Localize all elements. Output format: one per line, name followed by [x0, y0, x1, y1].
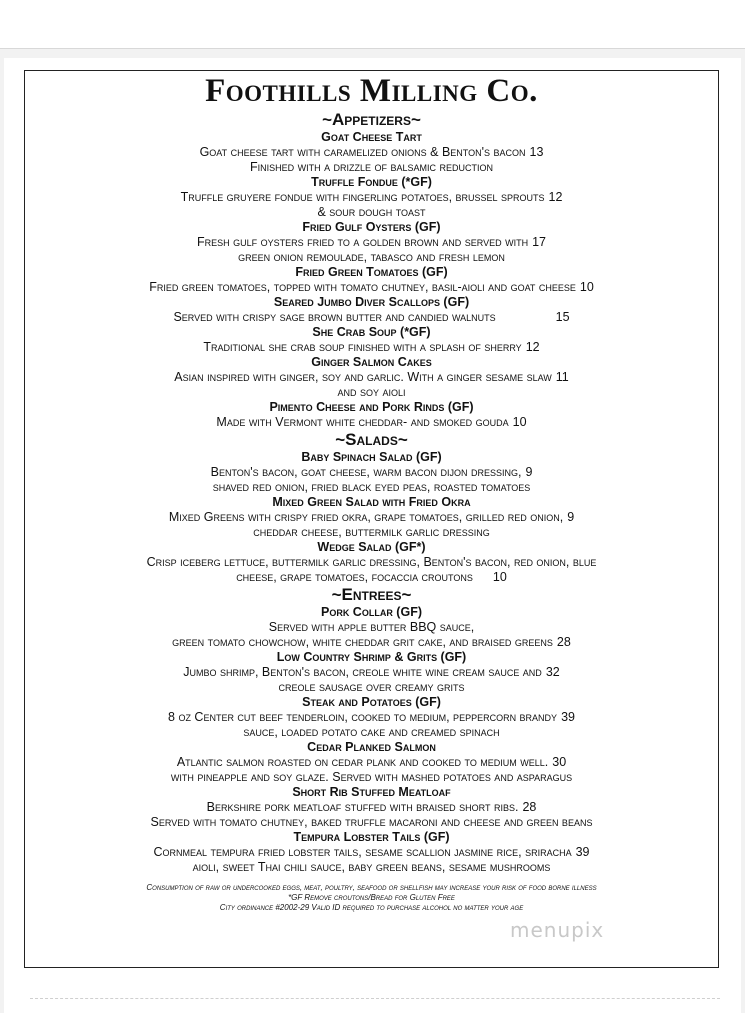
item-description: Fresh gulf oysters fried to a golden brown and served with 17 [197, 235, 546, 249]
item-description: Finished with a drizzle of balsamic reduction [250, 160, 493, 174]
item-price: 32 [545, 665, 560, 679]
item-description: Truffle gruyere fondue with fingerling potatoes, brussel sprouts 12 [180, 190, 563, 204]
item-description: and soy aioli [337, 385, 406, 399]
item-price: 11 [555, 370, 569, 384]
item-description: with pineapple and soy glaze. Served with mashed potatoes and asparagus [170, 770, 573, 784]
item-price: 10 [512, 415, 527, 429]
item-name: Goat Cheese Tart [321, 130, 422, 144]
item-name: Fried Gulf Oysters (GF) [302, 220, 441, 234]
item-description: cheddar cheese, buttermilk garlic dressing [253, 525, 490, 539]
item-name: Pork Collar (GF) [321, 605, 422, 619]
item-name: Low Country Shrimp & Grits (GF) [276, 650, 467, 664]
item-description: Traditional she crab soup finished with a splash of sherry 12 [203, 340, 540, 354]
item-description: Cornmeal tempura fried lobster tails, sesame scallion jasmine rice, sriracha 39 [153, 845, 590, 859]
item-name: Mixed Green Salad with Fried Okra [272, 495, 471, 509]
item-description: Served with crispy sage brown butter and candied walnuts 15 [173, 310, 570, 324]
footnote-consumption-warning: Consumption of raw or undercooked eggs, meat, poultry, seafood or shellfish may increase your risk of food borne illness [146, 883, 597, 892]
item-price: 28 [556, 635, 571, 649]
item-description: Atlantic salmon roasted on cedar plank and cooked to medium well. 30 [176, 755, 567, 769]
item-description: Benton's bacon, goat cheese, warm bacon dijon dressing, 9 [210, 465, 533, 479]
item-description: Jumbo shrimp, Benton's bacon, creole white wine cream sauce and 32 [183, 665, 560, 679]
item-name: Fried Green Tomatoes (GF) [295, 265, 448, 279]
section-heading-salads: ~Salads~ [335, 430, 408, 449]
footnote-gluten-free: *GF Remove croutons/Bread for Gluten Free [288, 893, 455, 902]
item-description: Made with Vermont white cheddar- and smoked gouda 10 [216, 415, 527, 429]
item-description: Served with apple butter BBQ sauce, [268, 620, 475, 634]
item-name: Baby Spinach Salad (GF) [301, 450, 442, 464]
item-price: 39 [575, 845, 590, 859]
item-name: Wedge Salad (GF*) [317, 540, 426, 554]
item-description: Berkshire pork meatloaf stuffed with braised short ribs. 28 [206, 800, 537, 814]
item-name: She Crab Soup (*GF) [312, 325, 431, 339]
item-description: shaved red onion, fried black eyed peas, roasted tomatoes [212, 480, 531, 494]
item-name: Steak and Potatoes (GF) [302, 695, 441, 709]
item-name: Seared Jumbo Diver Scallops (GF) [273, 295, 470, 309]
item-name: Truffle Fondue (*GF) [311, 175, 432, 189]
top-strip [0, 0, 745, 49]
item-description: creole sausage over creamy grits [278, 680, 465, 694]
section-heading-appetizers: ~Appetizers~ [322, 110, 421, 129]
item-price: 9 [567, 510, 575, 524]
item-description: Fried green tomatoes, topped with tomato chutney, basil-aioli and goat cheese 10 [149, 280, 594, 294]
item-price: 15 [555, 310, 570, 324]
item-price: 12 [548, 190, 563, 204]
section-heading-entrees: ~Entrees~ [331, 585, 412, 604]
item-description: cheese, grape tomatoes, focaccia croutons 10 [236, 570, 507, 584]
item-description: Asian inspired with ginger, soy and garlic. With a ginger sesame slaw 11 [174, 370, 569, 384]
item-price: 39 [561, 710, 575, 724]
footnote-city-ordinance: City ordinance #2002-29 Valid ID required to purchase alcohol no matter your age [219, 903, 524, 912]
item-price: 13 [529, 145, 544, 159]
item-description: & sour dough toast [317, 205, 426, 219]
item-description: green tomato chowchow, white cheddar grit cake, and braised greens 28 [172, 635, 571, 649]
item-name: Pimento Cheese and Pork Rinds (GF) [269, 400, 474, 414]
item-description: Mixed Greens with crispy fried okra, grape tomatoes, grilled red onion, 9 [168, 510, 575, 524]
item-price: 28 [522, 800, 537, 814]
footnotes [24, 883, 719, 913]
menu-content [24, 72, 719, 913]
item-name: Short Rib Stuffed Meatloaf [292, 785, 451, 799]
item-name: Tempura Lobster Tails (GF) [293, 830, 450, 844]
item-description: aioli, sweet Thai chili sauce, baby green beans, sesame mushrooms [192, 860, 551, 874]
item-price: 9 [525, 465, 533, 479]
page-edge-divider [30, 998, 720, 1000]
item-name: Cedar Planked Salmon [307, 740, 436, 754]
item-description: Crisp iceberg lettuce, buttermilk garlic dressing, Benton's bacon, red onion, blue [146, 555, 597, 569]
item-price: 30 [552, 755, 567, 769]
restaurant-title: Foothills Milling Co. [205, 73, 538, 109]
watermark-logo: menupix [510, 918, 605, 942]
item-description: sauce, loaded potato cake and creamed spinach [243, 725, 500, 739]
item-description: 8 oz Center cut beef tenderloin, cooked to medium, peppercorn brandy 39 [168, 710, 575, 724]
item-description: Served with tomato chutney, baked truffle macaroni and cheese and green beans [150, 815, 593, 829]
item-price: 10 [492, 570, 507, 584]
item-price: 12 [525, 340, 540, 354]
item-description: Goat cheese tart with caramelized onions & Benton's bacon 13 [199, 145, 544, 159]
item-price: 17 [532, 235, 546, 249]
item-price: 10 [579, 280, 594, 294]
item-description: green onion remoulade, tabasco and fresh lemon [238, 250, 505, 264]
item-name: Ginger Salmon Cakes [311, 355, 432, 369]
